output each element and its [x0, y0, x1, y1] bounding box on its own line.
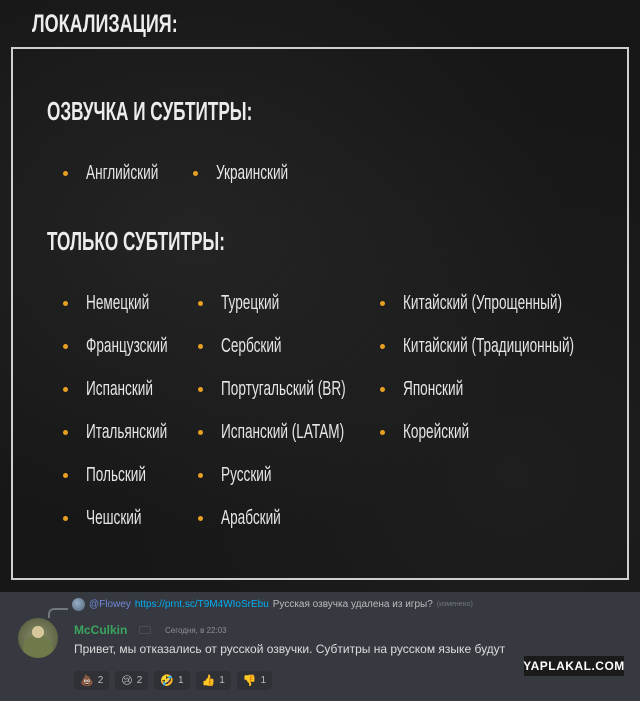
- language-label: Чешский: [86, 507, 142, 529]
- reaction-count: 2: [136, 675, 143, 686]
- language-item: [198, 335, 310, 358]
- reaction-laugh[interactable]: [154, 671, 189, 690]
- message-timestamp: Сегодня, в 22:03: [165, 626, 227, 635]
- language-item: [63, 464, 174, 487]
- language-item: [63, 292, 179, 315]
- language-label: Испанский (LATAM): [221, 421, 345, 443]
- bullet-icon: [63, 473, 68, 478]
- reply-avatar: [72, 598, 85, 611]
- language-label: Украинский: [216, 162, 289, 184]
- author-name[interactable]: McCulkin: [74, 623, 128, 637]
- chat-message: [0, 592, 640, 701]
- language-label: Английский: [86, 162, 159, 184]
- language-label: Немецкий: [86, 292, 150, 314]
- reaction-count: 1: [219, 675, 225, 686]
- rolling-laugh-icon: 🤣: [160, 674, 174, 687]
- reply-preview[interactable]: [72, 598, 473, 611]
- language-label: Арабский: [221, 507, 281, 529]
- language-label: Португальский (BR): [221, 378, 346, 400]
- bullet-icon: [198, 301, 203, 306]
- language-item: [380, 335, 640, 358]
- bullet-icon: [63, 430, 68, 435]
- avatar[interactable]: [18, 618, 58, 658]
- bullet-icon: [198, 344, 203, 349]
- bullet-icon: [63, 387, 68, 392]
- language-item: [380, 292, 637, 315]
- reaction-count: 2: [97, 675, 104, 686]
- bullet-icon: [380, 344, 385, 349]
- bullet-icon: [380, 301, 385, 306]
- localization-title: ЛОКАЛИЗАЦИЯ:: [32, 10, 178, 38]
- language-item: [63, 421, 206, 444]
- thumbs-up-icon: 👍: [201, 674, 216, 687]
- language-label: Сербский: [221, 335, 282, 357]
- poop-icon: 💩: [80, 674, 94, 687]
- reply-connector: [48, 608, 68, 618]
- language-item: [63, 335, 206, 358]
- language-label: Польский: [86, 464, 147, 486]
- bullet-icon: [193, 171, 198, 176]
- thumbs-down-icon: 👎: [242, 674, 257, 687]
- bullet-icon: [198, 516, 203, 521]
- reaction-thumbs-up[interactable]: [196, 671, 231, 690]
- language-item: [198, 378, 404, 401]
- role-icon: [139, 626, 151, 634]
- language-item: [63, 162, 192, 185]
- language-label: Японский: [403, 378, 464, 400]
- language-item: [63, 507, 168, 530]
- cry-face-icon: 😢: [121, 674, 133, 687]
- language-label: Французский: [86, 335, 168, 357]
- language-label: Корейский: [403, 421, 470, 443]
- reactions-bar: [74, 671, 272, 690]
- bullet-icon: [63, 301, 68, 306]
- bullet-icon: [63, 516, 68, 521]
- reply-link[interactable]: https://prnt.sc/T9M4WIoSrEbu: [134, 599, 269, 610]
- language-label: Испанский: [86, 378, 153, 400]
- language-item: [198, 421, 402, 444]
- reaction-cry[interactable]: [115, 671, 148, 690]
- reaction-thumbs-down[interactable]: [237, 671, 272, 690]
- bullet-icon: [380, 387, 385, 392]
- bullet-icon: [380, 430, 385, 435]
- bullet-icon: [63, 171, 68, 176]
- voice-subs-heading: ОЗВУЧКА И СУБТИТРЫ:: [47, 96, 253, 126]
- language-label: Итальянский: [86, 421, 168, 443]
- language-item: [193, 162, 322, 185]
- language-item: [198, 507, 309, 530]
- language-label: Турецкий: [221, 292, 280, 314]
- bullet-icon: [198, 430, 203, 435]
- language-label: Китайский (Упрощенный): [403, 292, 563, 314]
- reply-text: Русская озвучка удалена из игры?: [272, 599, 433, 610]
- watermark: YAPLAKAL.COM: [524, 656, 624, 676]
- language-item: [198, 464, 295, 487]
- bullet-icon: [198, 387, 203, 392]
- subs-only-heading: ТОЛЬКО СУБТИТРЫ:: [47, 226, 225, 256]
- language-item: [198, 292, 307, 315]
- language-item: [380, 378, 492, 401]
- language-item: [380, 421, 500, 444]
- language-label: Китайский (Традиционный): [403, 335, 575, 357]
- reaction-count: 1: [260, 675, 267, 686]
- language-label: Русский: [221, 464, 272, 486]
- bullet-icon: [198, 473, 203, 478]
- reply-user[interactable]: @Flowey: [89, 599, 131, 610]
- bullet-icon: [63, 344, 68, 349]
- message-text: Привет, мы отказались от русской озвучки. Субтитры на русском языке будут: [74, 642, 506, 656]
- reaction-poop[interactable]: [74, 671, 109, 690]
- language-item: [63, 378, 184, 401]
- reaction-count: 1: [178, 675, 184, 686]
- reply-edited: (изменено): [436, 601, 473, 608]
